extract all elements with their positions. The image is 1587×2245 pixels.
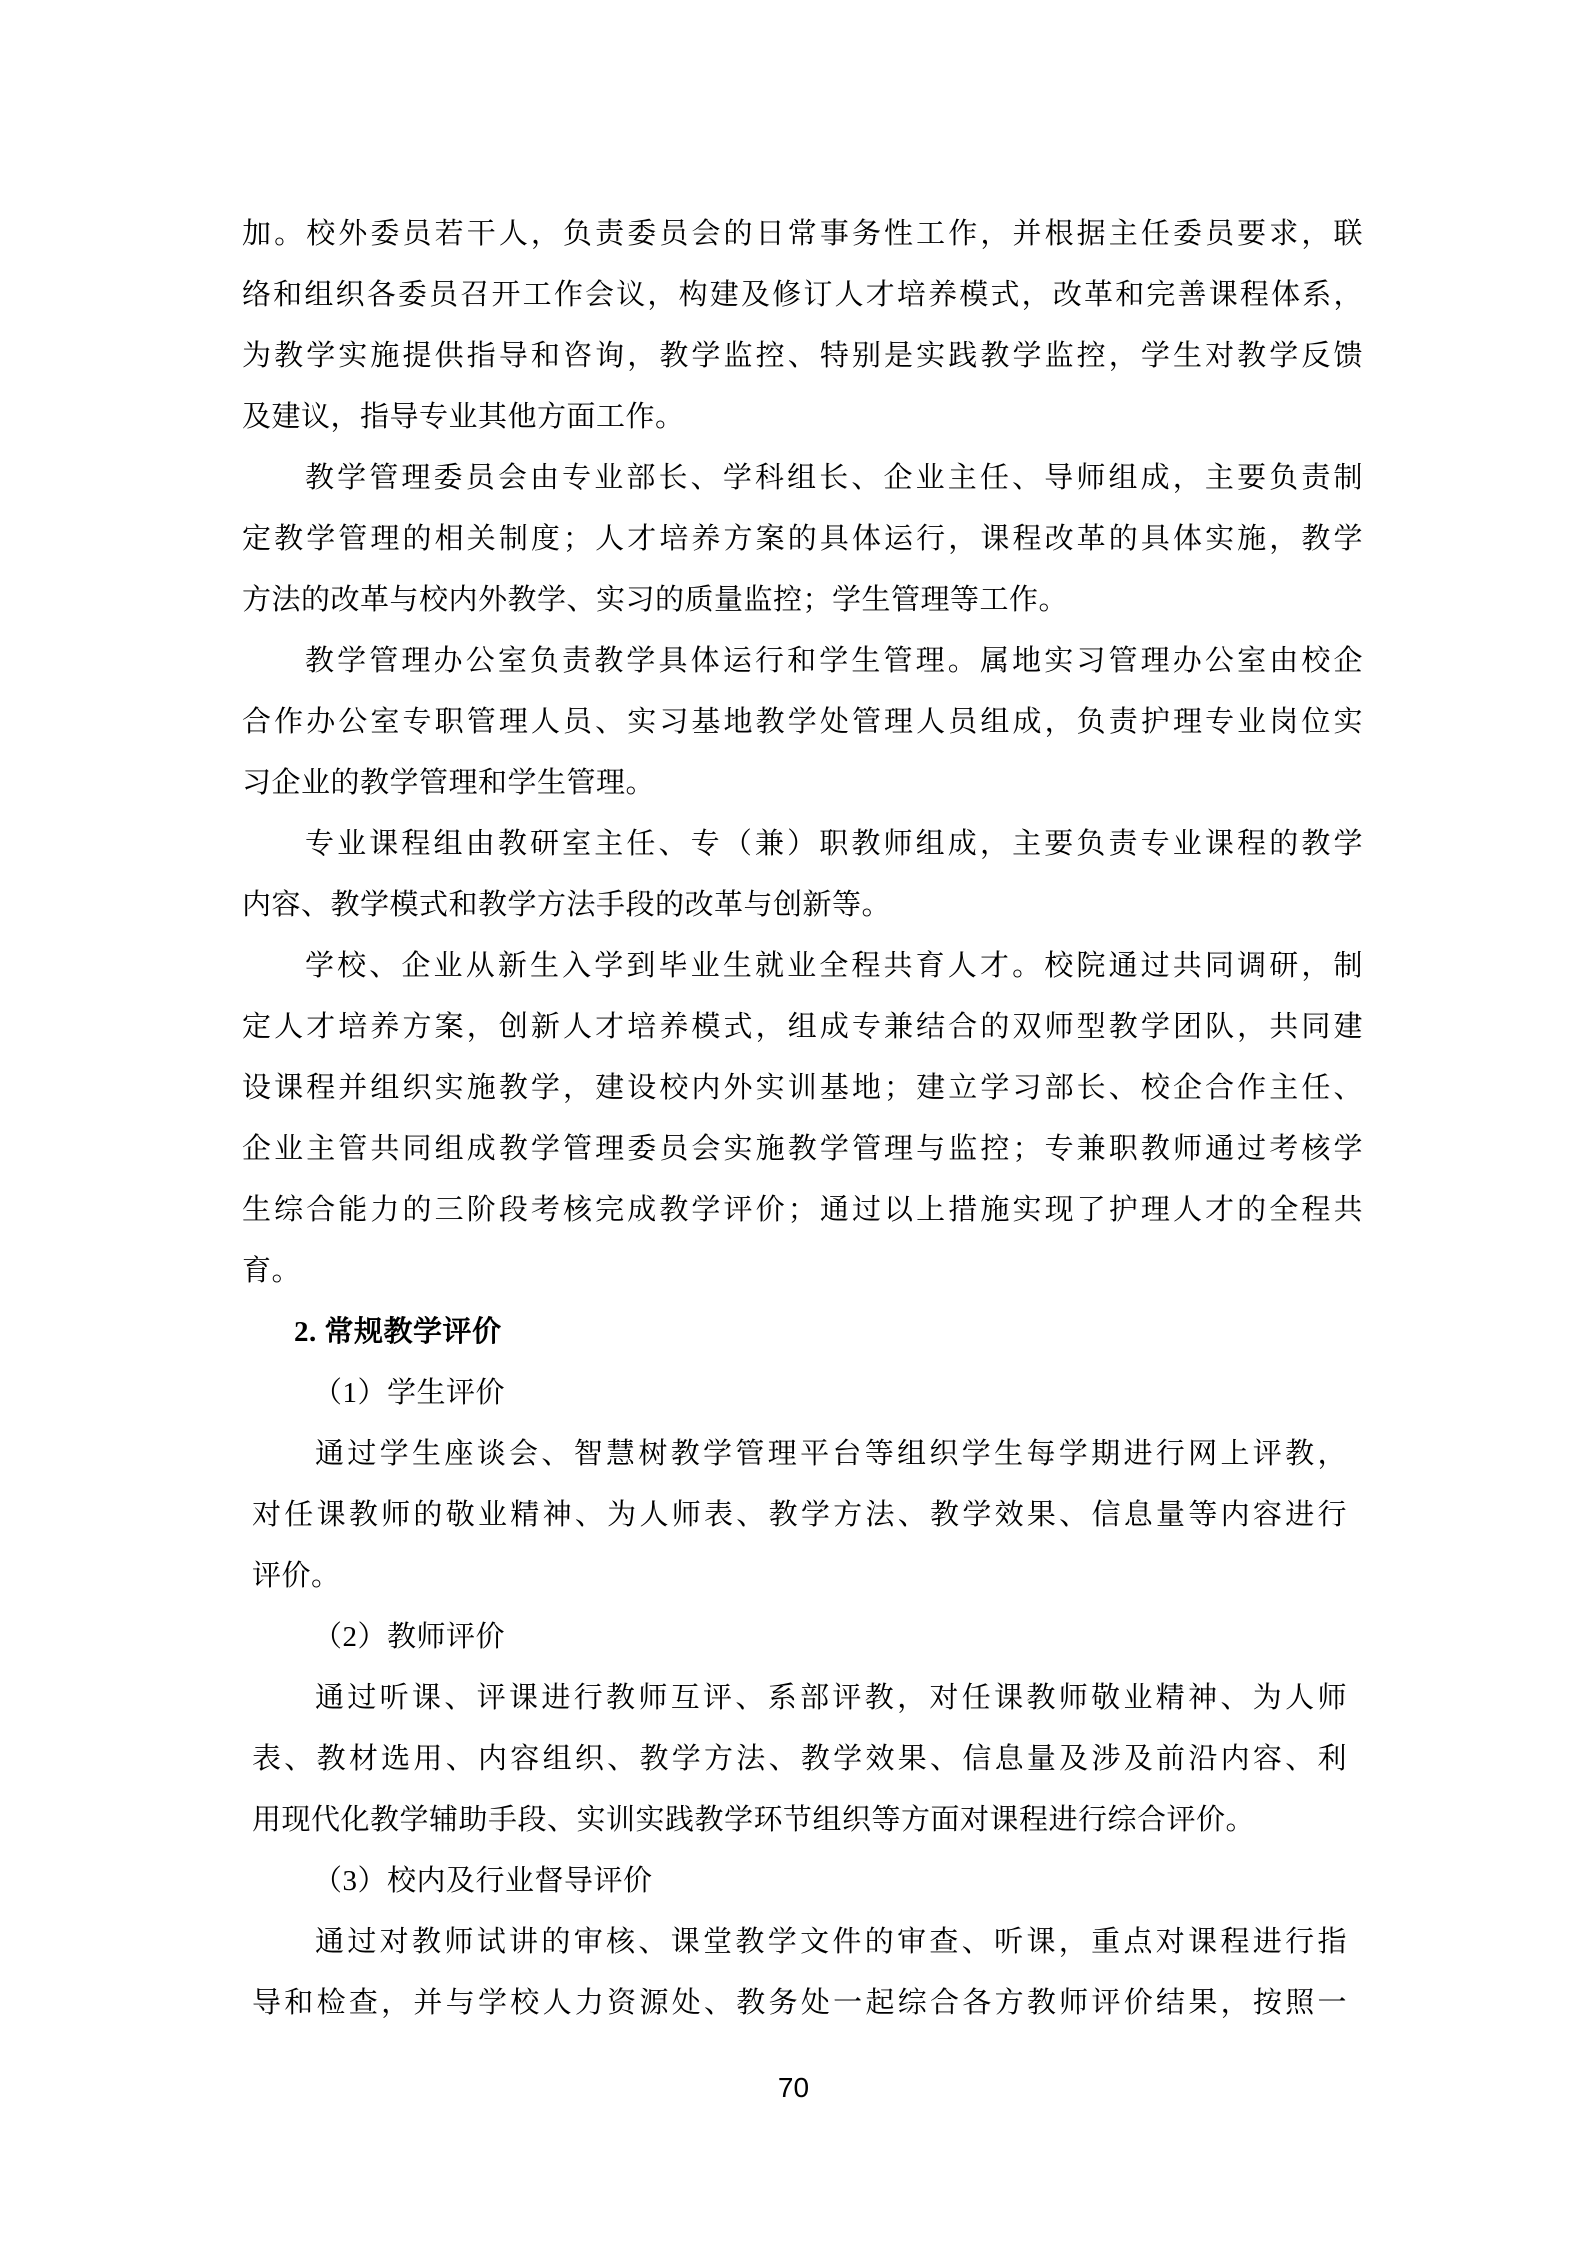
- text-line: 合作办公室专职管理人员、实习基地教学处管理人员组成，负责护理专业岗位实: [242, 706, 1363, 738]
- text-line: 及建议，指导专业其他方面工作。: [242, 401, 685, 433]
- paragraph: [242, 1668, 1363, 1851]
- text-line: 评价。: [252, 1560, 341, 1592]
- text-line: 育。: [242, 1255, 302, 1287]
- sub-heading: （2）教师评价: [313, 1621, 506, 1653]
- section-heading: 2. 常规教学评价: [294, 1316, 502, 1348]
- text-line: 定教学管理的相关制度；人才培养方案的具体运行，课程改革的具体实施，教学: [242, 523, 1363, 555]
- text-line: 通过学生座谈会、智慧树教学管理平台等组织学生每学期进行网上评教，: [315, 1438, 1347, 1470]
- text-line: 为教学实施提供指导和咨询，教学监控、特别是实践教学监控，学生对教学反馈: [242, 340, 1363, 372]
- text-line: 专业课程组由教研室主任、专（兼）职教师组成，主要负责专业课程的教学: [305, 828, 1363, 860]
- text-line: 加。校外委员若干人，负责委员会的日常事务性工作，并根据主任委员要求，联: [242, 218, 1363, 250]
- text-line: 学校、企业从新生入学到毕业生就业全程共育人才。校院通过共同调研，制: [305, 950, 1363, 982]
- text-line: 通过听课、评课进行教师互评、系部评教，对任课教师敬业精神、为人师: [315, 1682, 1347, 1714]
- text-line: 企业主管共同组成教学管理委员会实施教学管理与监控；专兼职教师通过考核学: [242, 1133, 1363, 1165]
- text-line: 教学管理委员会由专业部长、学科组长、企业主任、导师组成，主要负责制: [305, 462, 1363, 494]
- paragraph: [242, 631, 1363, 814]
- text-line: 设课程并组织实施教学，建设校内外实训基地；建立学习部长、校企合作主任、: [242, 1072, 1363, 1104]
- document-body: [242, 204, 1363, 2034]
- text-line: 对任课教师的敬业精神、为人师表、教学方法、教学效果、信息量等内容进行: [252, 1499, 1347, 1531]
- text-line: 教学管理办公室负责教学具体运行和学生管理。属地实习管理办公室由校企: [305, 645, 1363, 677]
- text-line: 通过对教师试讲的审核、课堂教学文件的审查、听课，重点对课程进行指: [315, 1926, 1347, 1958]
- text-line: 导和检查，并与学校人力资源处、教务处一起综合各方教师评价结果，按照一: [252, 1987, 1347, 2019]
- text-line: 定人才培养方案，创新人才培养模式，组成专兼结合的双师型教学团队，共同建: [242, 1011, 1363, 1043]
- text-line: 生综合能力的三阶段考核完成教学评价；通过以上措施实现了护理人才的全程共: [242, 1194, 1363, 1226]
- paragraph: [242, 814, 1363, 936]
- page-number: 70: [777, 2072, 810, 2103]
- paragraph: [242, 204, 1363, 448]
- text-line: 方法的改革与校内外教学、实习的质量监控；学生管理等工作。: [242, 584, 1069, 616]
- paragraph: [242, 448, 1363, 631]
- sub-heading: （1）学生评价: [313, 1377, 506, 1409]
- paragraph: [242, 1912, 1363, 2034]
- text-line: 络和组织各委员召开工作会议，构建及修订人才培养模式，改革和完善课程体系，: [242, 279, 1363, 311]
- text-line: 表、教材选用、内容组织、教学方法、教学效果、信息量及涉及前沿内容、利: [252, 1743, 1347, 1775]
- text-line: 习企业的教学管理和学生管理。: [242, 767, 656, 799]
- paragraph: [242, 936, 1363, 1302]
- sub-heading: （3）校内及行业督导评价: [313, 1865, 653, 1897]
- text-line: 用现代化教学辅助手段、实训实践教学环节组织等方面对课程进行综合评价。: [252, 1804, 1256, 1836]
- paragraph: [242, 1424, 1363, 1607]
- text-line: 内容、教学模式和教学方法手段的改革与创新等。: [242, 889, 892, 921]
